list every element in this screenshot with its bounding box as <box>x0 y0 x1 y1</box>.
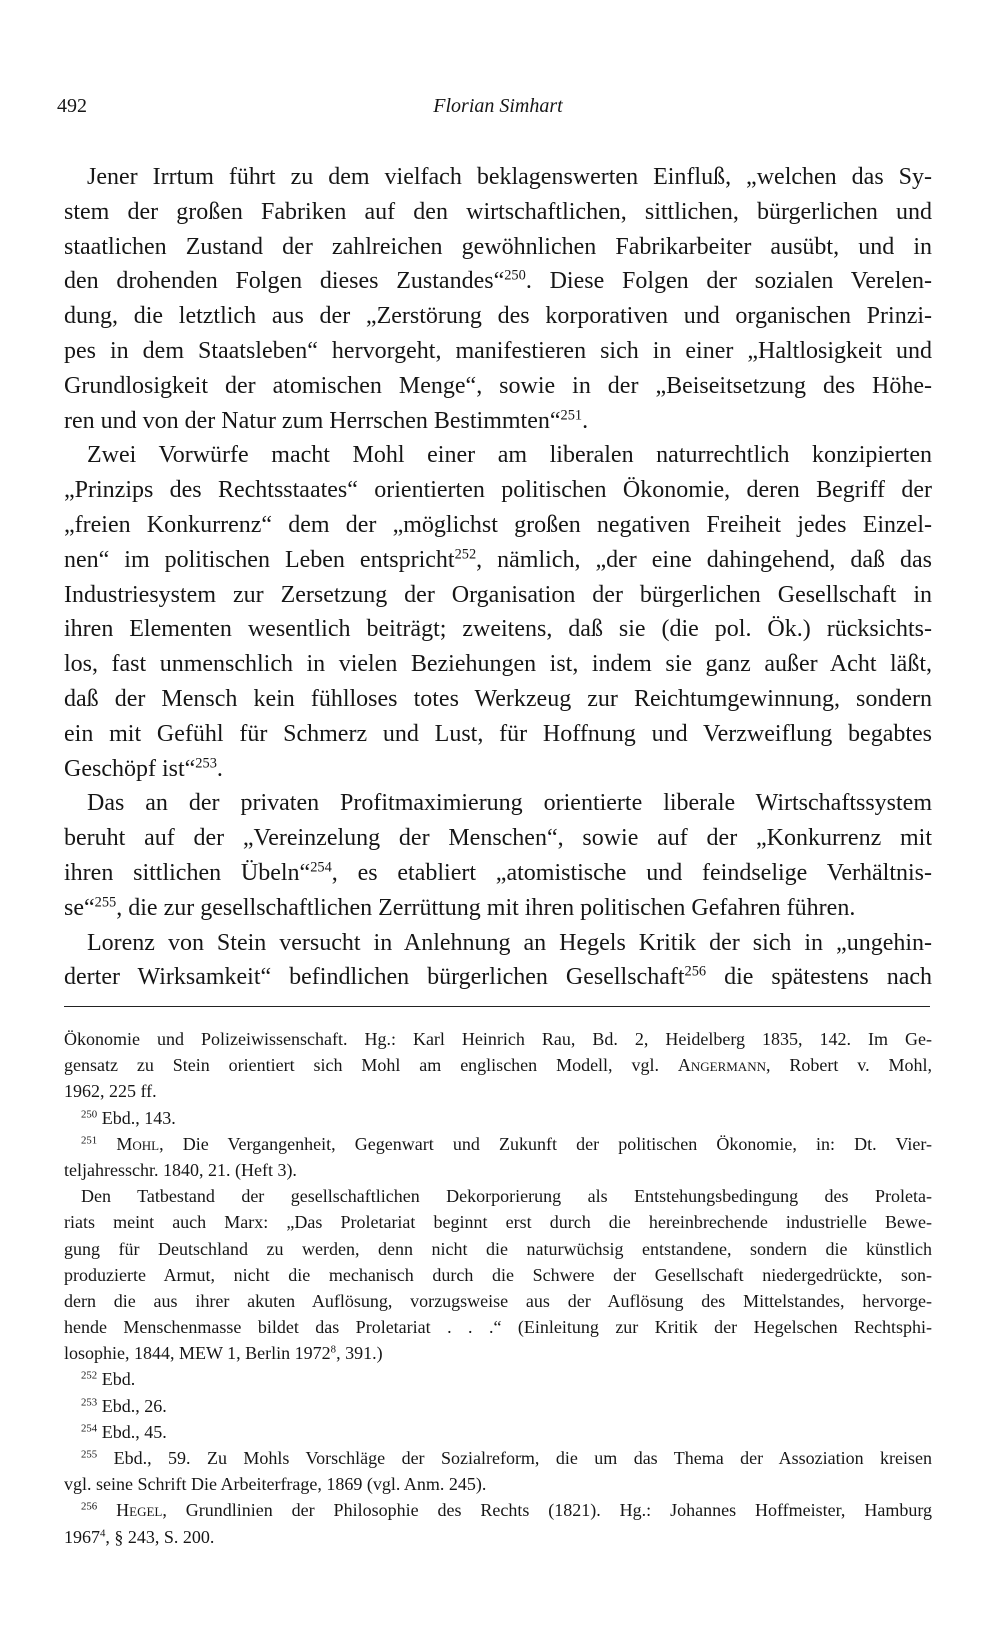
text-run: Das an der privaten Profitmaximierung orientierte liberale Wirtschaftssystem <box>87 790 932 817</box>
text-run: derter Wirksamkeit“ befindlichen bürgerlichen Gesellschaft <box>64 964 685 991</box>
footnote-ref: 256 <box>684 963 707 980</box>
body-line <box>64 856 932 891</box>
body-line <box>64 960 932 995</box>
text-run: stem der großen Fabriken auf den wirtschaftlichen, sittlichen, bürgerlichen und <box>64 198 932 225</box>
footnote-ref: 255 <box>94 894 117 911</box>
text-run: Ebd., 143. <box>97 1107 176 1128</box>
text-run: die spätestens nach <box>706 964 932 991</box>
page-number: 492 <box>57 95 87 117</box>
text-run: gung für Deutschland zu werden, denn nicht die naturwüchsig entstandene, sondern die künstlich <box>64 1238 932 1259</box>
footnote-line <box>64 1236 932 1262</box>
text-run: 1962, 225 ff. <box>64 1081 157 1102</box>
footnote-line <box>64 1340 932 1366</box>
body-line <box>64 612 932 647</box>
body-line <box>64 195 932 230</box>
text-run: daß der Mensch kein fühlloses totes Werkzeug zur Reichtumgewinnung, sondern <box>64 685 932 712</box>
body-line <box>64 926 932 961</box>
footnote-line <box>64 1078 932 1104</box>
text-run: losophie, 1844, MEW 1, Berlin 1972 <box>64 1343 331 1364</box>
text-run: Den Tatbestand der gesellschaftlichen Dekorporierung als Entstehungsbedingung des Proleta- <box>81 1186 932 1207</box>
text-run: Lorenz von Stein versucht in Anlehnung an Hegels Kritik der sich in „ungehin- <box>87 929 932 956</box>
author-name: Angermann <box>677 1055 766 1076</box>
footnote-ref: 251 <box>81 1134 98 1147</box>
body-line <box>64 438 932 473</box>
running-title: Florian Simhart <box>433 95 563 117</box>
footnote-line <box>64 1471 932 1497</box>
footnote-ref: 255 <box>81 1448 98 1461</box>
footnote-line <box>64 1105 932 1131</box>
text-run: „Prinzips des Rechtsstaates“ orientierten politischen Ökonomie, deren Begriff der <box>64 477 932 504</box>
text-run: „freien Konkurrenz“ dem der „möglichst großen negativen Freiheit jedes Einzel- <box>64 511 932 538</box>
footnote-ref: 8 <box>330 1343 337 1356</box>
footnote-line <box>64 1262 932 1288</box>
body-line <box>64 334 932 369</box>
footnote-ref: 252 <box>81 1369 98 1382</box>
text-run: , Grundlinien der Philosophie des Rechts (1821). Hg.: Johannes Hoffmeister, Hamburg <box>162 1500 932 1521</box>
text-run: nen“ im politischen Leben entspricht <box>64 546 455 573</box>
body-line <box>64 264 932 299</box>
footnote-ref: 250 <box>81 1108 98 1121</box>
footnote-line <box>64 1445 932 1471</box>
text-run: se“ <box>64 894 95 921</box>
body-line <box>64 786 932 821</box>
body-line <box>64 473 932 508</box>
footnote-ref: 256 <box>81 1500 98 1513</box>
text-run: beruht auf der „Vereinzelung der Menschen“, sowie auf der „Konkurrenz mit <box>64 825 932 852</box>
text-run: . <box>216 755 223 782</box>
text-run: ein mit Gefühl für Schmerz und Lust, für Hoffnung und Verzweiflung begabtes <box>64 720 932 747</box>
author-name: Mohl <box>116 1133 160 1154</box>
footnote-line <box>64 1157 932 1183</box>
text-run: ihren sittlichen Übeln“ <box>64 859 311 886</box>
footnote-line <box>64 1314 932 1340</box>
text-run <box>97 1134 116 1154</box>
text-run: gensatz zu Stein orientiert sich Mohl am englischen Modell, vgl. <box>64 1055 678 1076</box>
body-line <box>64 821 932 856</box>
body-line <box>64 752 932 787</box>
footnote-line <box>64 1366 932 1392</box>
body-line <box>64 578 932 613</box>
body-line <box>64 299 932 334</box>
footnote-ref: 254 <box>81 1422 98 1435</box>
text-run: ihren Elementen wesentlich beiträgt; zweitens, daß sie (die pol. Ök.) rücksichts- <box>64 616 932 643</box>
text-run: den drohenden Folgen dieses Zustandes“ <box>64 268 505 295</box>
text-run: riats meint auch Marx: „Das Proletariat beginnt erst durch die hereinbrechende industrielle Bewe- <box>64 1212 932 1233</box>
footnote-line <box>64 1393 932 1419</box>
text-run: staatlichen Zustand der zahlreichen gewöhnlichen Fabrikarbeiter ausübt, und in <box>64 233 932 260</box>
footnote-ref: 250 <box>504 267 526 284</box>
text-run: 1967 <box>64 1526 100 1547</box>
text-run: teljahresschr. 1840, 21. (Heft 3). <box>64 1159 297 1180</box>
footnote-separator <box>64 1006 930 1007</box>
text-run: Ebd., 59. Zu Mohls Vorschläge der Sozialreform, die um das Thema der Assoziation kreisen <box>97 1448 932 1468</box>
text-run: ren und von der Natur zum Herrschen Bestimmten“ <box>64 407 561 434</box>
text-run: . Diese Folgen der sozialen Verelen- <box>525 268 932 295</box>
body-line <box>64 891 932 926</box>
text-run: , nämlich, „der eine dahingehend, daß das <box>476 546 932 573</box>
text-run: pes in dem Staatsleben“ hervorgeht, manifestieren sich in einer „Haltlosigkeit und <box>64 337 932 364</box>
text-run: los, fast unmenschlich in vielen Beziehungen ist, indem sie ganz außer Acht läßt, <box>64 651 932 678</box>
text-run: Grundlosigkeit der atomischen Menge“, sowie in der „Beiseitsetzung des Höhe- <box>64 372 932 399</box>
text-run: Jener Irrtum führt zu dem vielfach beklagenswerten Einfluß, „welchen das Sy- <box>87 164 932 190</box>
body-line <box>64 369 932 404</box>
text-run: , es etabliert „atomistische und feindselige Verhältnis- <box>331 859 932 886</box>
text-run: Ebd. <box>97 1369 136 1390</box>
footnote-ref: 251 <box>560 406 583 423</box>
text-run: vgl. seine Schrift Die Arbeiterfrage, 1869 (vgl. Anm. 245). <box>64 1474 487 1495</box>
footnote-ref: 254 <box>310 859 332 876</box>
footnote-line <box>64 1026 932 1052</box>
text-run: . <box>582 407 589 434</box>
text-run: Ebd., 45. <box>97 1421 167 1442</box>
footnote-line <box>64 1419 932 1445</box>
text-run <box>97 1500 116 1520</box>
body-line <box>64 404 932 439</box>
text-run: Ökonomie und Polizeiwissenschaft. Hg.: Karl Heinrich Rau, Bd. 2, Heidelberg 1835, 142. Im Ge- <box>64 1029 932 1049</box>
text-run: Geschöpf ist“ <box>64 755 196 782</box>
footnotes <box>64 1026 932 1550</box>
text-run: Zwei Vorwürfe macht Mohl einer am liberalen naturrechtlich konzipierten <box>87 442 932 469</box>
text-run: Industriesystem zur Zersetzung der Organisation der bürgerlichen Gesellschaft in <box>64 581 932 608</box>
text-run: hende Menschenmasse bildet das Proletariat . . .“ (Einleitung zur Kritik der Hegelschen Rechtsphi- <box>64 1317 932 1338</box>
text-run: , die zur gesellschaftlichen Zerrüttung mit ihren politischen Gefahren führen. <box>116 894 856 921</box>
footnote-line <box>64 1209 932 1235</box>
text-run: , Robert v. Mohl, <box>765 1055 932 1076</box>
body-line <box>64 160 932 195</box>
text-run: dern die aus ihrer akuten Auflösung, vorzugsweise aus der Auflösung des Mittelstandes, hervorge- <box>64 1290 932 1311</box>
body-line <box>64 230 932 265</box>
text-run: , Die Vergangenheit, Gegenwart und Zukunft der politischen Ökonomie, in: Dt. Vier- <box>159 1133 932 1154</box>
footnote-ref: 4 <box>100 1527 106 1540</box>
footnote-line <box>64 1497 932 1523</box>
body-text <box>64 160 932 995</box>
text-run: produzierte Armut, nicht die mechanisch durch die Schwere der Gesellschaft niedergedrückte, son- <box>64 1264 932 1285</box>
text-run: , § 243, S. 200. <box>105 1526 215 1547</box>
body-line <box>64 682 932 717</box>
footnote-ref: 253 <box>195 754 217 771</box>
footnote-line <box>64 1131 932 1157</box>
body-line <box>64 717 932 752</box>
footnote-line <box>64 1052 932 1078</box>
footnote-line <box>64 1288 932 1314</box>
text-run: , 391.) <box>336 1343 383 1364</box>
body-line <box>64 543 932 578</box>
footnote-line <box>64 1183 932 1209</box>
text-run: Ebd., 26. <box>97 1395 167 1416</box>
body-line <box>64 508 932 543</box>
author-name: Hegel <box>116 1500 163 1521</box>
footnote-line <box>64 1524 932 1550</box>
footnote-ref: 253 <box>81 1396 98 1409</box>
footnote-ref: 252 <box>454 546 477 563</box>
text-run: dung, die letztlich aus der „Zerstörung des korporativen und organischen Prinzi- <box>64 303 932 330</box>
body-line <box>64 647 932 682</box>
